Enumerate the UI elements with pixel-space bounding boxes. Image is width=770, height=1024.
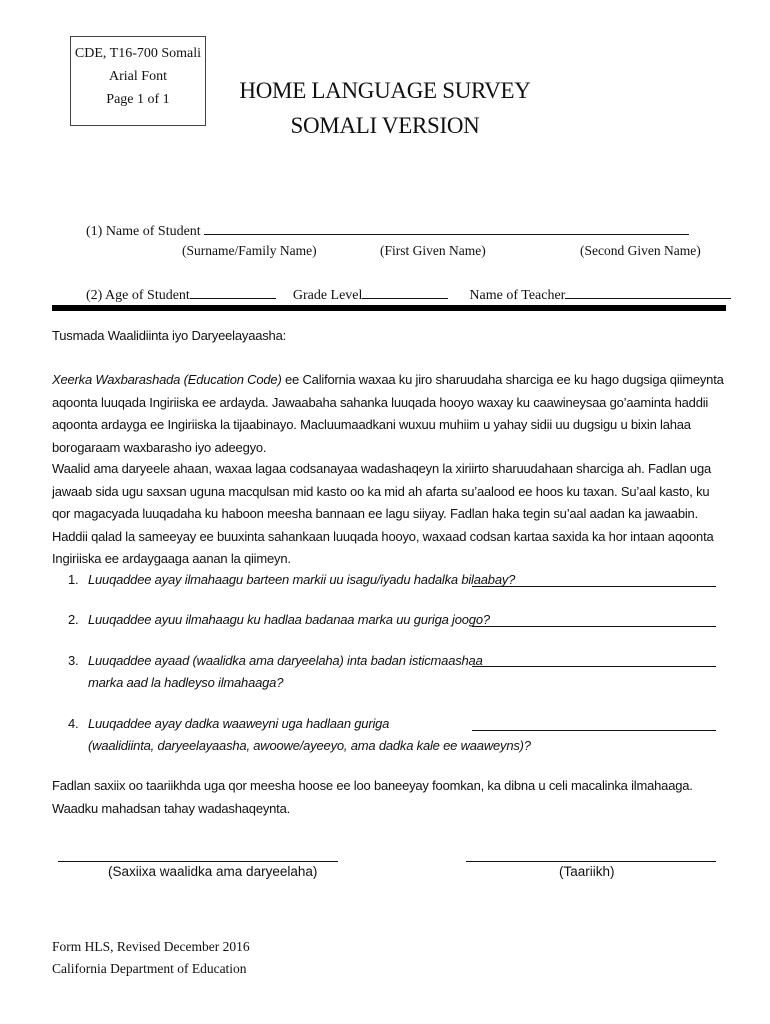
grade-field[interactable] bbox=[362, 286, 448, 299]
question-1 bbox=[68, 569, 515, 591]
date-label: (Taariikh) bbox=[559, 864, 615, 879]
student-name-label: (1) Name of Student bbox=[86, 224, 201, 239]
age-field[interactable] bbox=[190, 286, 276, 299]
surname-caption: (Surname/Family Name) bbox=[182, 243, 317, 258]
footer-revision: Form HLS, Revised December 2016 bbox=[52, 939, 250, 954]
student-name-row bbox=[86, 222, 689, 240]
question-text: Luuqaddee ayuu ilmahaagu ku hadlaa badanaa marka uu guriga joogo? bbox=[88, 612, 490, 627]
question-number: 1. bbox=[68, 572, 79, 587]
question-text: Luuqaddee ayay ilmahaagu barteen markii uu isagu/iyadu hadalka bilaabay? bbox=[88, 572, 516, 587]
student-name-field[interactable] bbox=[204, 222, 689, 235]
answer-2-field[interactable] bbox=[472, 626, 716, 627]
education-code-ref: Xeerka Waxbarashada (Education Code) bbox=[52, 372, 282, 387]
question-3 bbox=[68, 650, 483, 694]
teacher-label: Name of Teacher bbox=[469, 288, 566, 303]
instructions-paragraph: Waalid ama daryeele ahaan, waxaa lagaa codsanayaa wadashaqeyn la xiriirto sharuudahaan sharciga ah. Fadlan uga jawaab sida ugu saxsan uguna macqulsan mid kasto oo ka mid ah afarta su’aalood ee hoos ku taxan. Su’aal kasto, ku qor magacyada luuqadaha ku haboon meesha bannaan ee lagu siiyay. Fadlan haka tegin su’aal aadan ka jawaabin. Haddii qalad la sameeyay ee buuxinta sahankaan luuqada hooyo, waxaad codsan kartaa saxida ka hor intaan aqoonta Ingiriiska ee ardaygaaga aanan la qiimeyn. bbox=[52, 461, 714, 566]
signature-label: (Saxiixa waalidka ama daryeelaha) bbox=[108, 864, 318, 879]
question-text: Luuqaddee ayaad (waalidka ama daryeelaha) inta badan isticmaashaa bbox=[88, 653, 483, 668]
answer-3-field[interactable] bbox=[472, 666, 716, 667]
teacher-field[interactable] bbox=[565, 286, 731, 299]
font-note: Arial Font bbox=[109, 69, 167, 84]
age-label: (2) Age of Student bbox=[86, 288, 190, 303]
page-title: HOME LANGUAGE SURVEY bbox=[239, 78, 531, 103]
question-number: 3. bbox=[68, 653, 79, 668]
page-subtitle: SOMALI VERSION bbox=[290, 113, 480, 138]
question-text-cont: (waalidiinta, daryeelayaasha, awoowe/ayeeyo, ama dadka kale ee waaweyns)? bbox=[88, 738, 531, 753]
section-divider bbox=[52, 305, 726, 311]
answer-4-field[interactable] bbox=[472, 730, 716, 731]
question-text-cont: marka aad la hadleyso ilmahaaga? bbox=[88, 675, 284, 690]
intro-paragraph bbox=[52, 369, 728, 459]
grade-label: Grade Level bbox=[292, 288, 363, 303]
second-name-caption: (Second Given Name) bbox=[580, 243, 701, 258]
signature-field[interactable] bbox=[58, 861, 338, 862]
question-2 bbox=[68, 609, 490, 631]
closing-paragraph: Fadlan saxiix oo taariikhda uga qor meesha hoose ee loo baneeyay foomkan, ka dibna u celi macalinka ilmahaaga. Waadku mahadsan tahay wadashaqeynta. bbox=[52, 778, 693, 816]
question-number: 2. bbox=[68, 612, 79, 627]
form-code: CDE, T16-700 Somali bbox=[74, 46, 202, 61]
answer-1-field[interactable] bbox=[472, 586, 716, 587]
date-field[interactable] bbox=[466, 861, 716, 862]
age-grade-teacher-row bbox=[86, 286, 731, 304]
intro-paragraph-text: ee California waxaa ku jiro sharuudaha sharciga ee ku hago dugsiga qiimeynta aqoonta luuqada Ingiriiska ee ardayda. Jawaabaha sahanka luuqada hooyo waxay ku caawineysaa go’aaminta haddii aqoonta ardayga ee Ingiriiska la tijaabinayo. Macluumaadkani wuxuu muhiim u yahay sidii uu dugsigu u bixin lahaa borogaraam waxbarasho iyo adeegyo. bbox=[52, 372, 724, 455]
question-4 bbox=[68, 713, 531, 757]
question-number: 4. bbox=[68, 716, 79, 731]
footer-department: California Department of Education bbox=[52, 961, 247, 976]
first-name-caption: (First Given Name) bbox=[380, 243, 486, 258]
greeting: Tusmada Waalidiinta iyo Daryeelayaasha: bbox=[52, 328, 287, 343]
page-count: Page 1 of 1 bbox=[106, 92, 170, 107]
question-text: Luuqaddee ayay dadka waaweyni uga hadlaan guriga bbox=[88, 716, 390, 731]
